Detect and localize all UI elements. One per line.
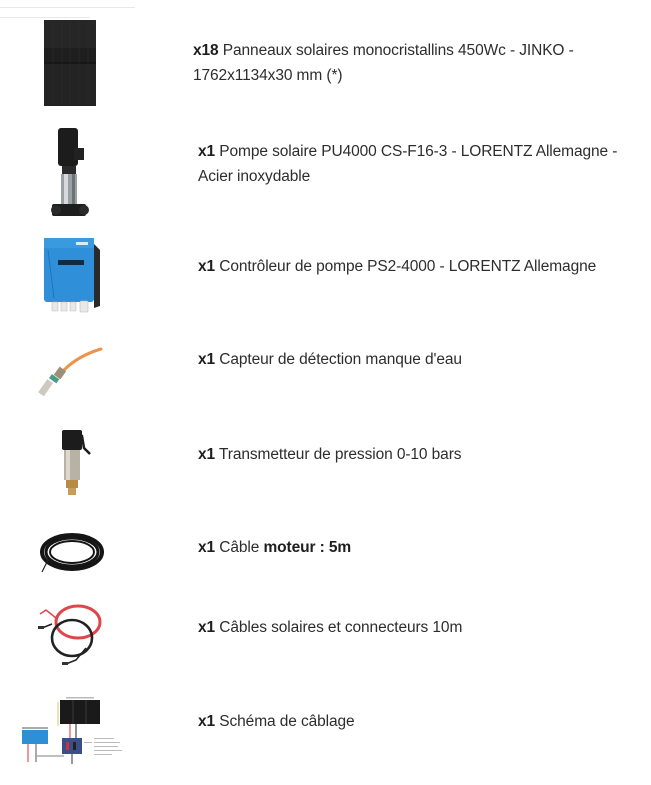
item-label: Contrôleur de pompe PS2-4000 - LORENTZ Allemagne <box>219 258 597 275</box>
water-sensor-image <box>36 346 106 402</box>
item-description <box>198 254 648 279</box>
solar-panel-image <box>44 20 96 106</box>
motor-cable-image <box>38 530 106 578</box>
item-label: Schéma de câblage <box>219 713 355 730</box>
wiring-diagram-image <box>16 694 134 770</box>
item-quantity: x1 <box>198 143 216 160</box>
item-label: Pompe solaire PU4000 CS-F16-3 - LORENTZ Allemagne - <box>219 143 618 160</box>
solar-pump-image <box>48 124 98 222</box>
item-description <box>193 38 643 88</box>
item-quantity: x1 <box>198 713 216 730</box>
item-label-line2: 1762x1134x30 mm (*) <box>193 67 343 84</box>
item-description <box>198 139 648 189</box>
item-description <box>198 442 648 467</box>
item-label: Transmetteur de pression 0-10 bars <box>218 446 462 463</box>
faint-artifact-line <box>0 17 90 18</box>
item-quantity: x1 <box>198 258 216 275</box>
solar-cables-image <box>36 598 106 668</box>
faint-artifact-line <box>0 7 135 8</box>
item-description <box>198 535 648 560</box>
item-description <box>198 709 648 734</box>
pump-controller-image <box>40 236 102 316</box>
item-label-bold: moteur : 5m <box>263 539 352 556</box>
item-quantity: x1 <box>198 351 216 368</box>
item-label: Câbles solaires et connecteurs 10m <box>219 619 463 636</box>
item-label: Câble <box>219 539 260 556</box>
item-description <box>198 347 648 372</box>
item-quantity: x18 <box>193 42 219 59</box>
item-label-line2: Acier inoxydable <box>198 168 311 185</box>
item-quantity: x1 <box>198 446 216 463</box>
item-quantity: x1 <box>198 619 216 636</box>
item-description <box>198 615 648 640</box>
item-label: Panneaux solaires monocristallins 450Wc - JINKO - <box>222 42 574 59</box>
item-label: Capteur de détection manque d'eau <box>219 351 462 368</box>
pressure-transmitter-image <box>50 428 94 498</box>
item-quantity: x1 <box>198 539 216 556</box>
